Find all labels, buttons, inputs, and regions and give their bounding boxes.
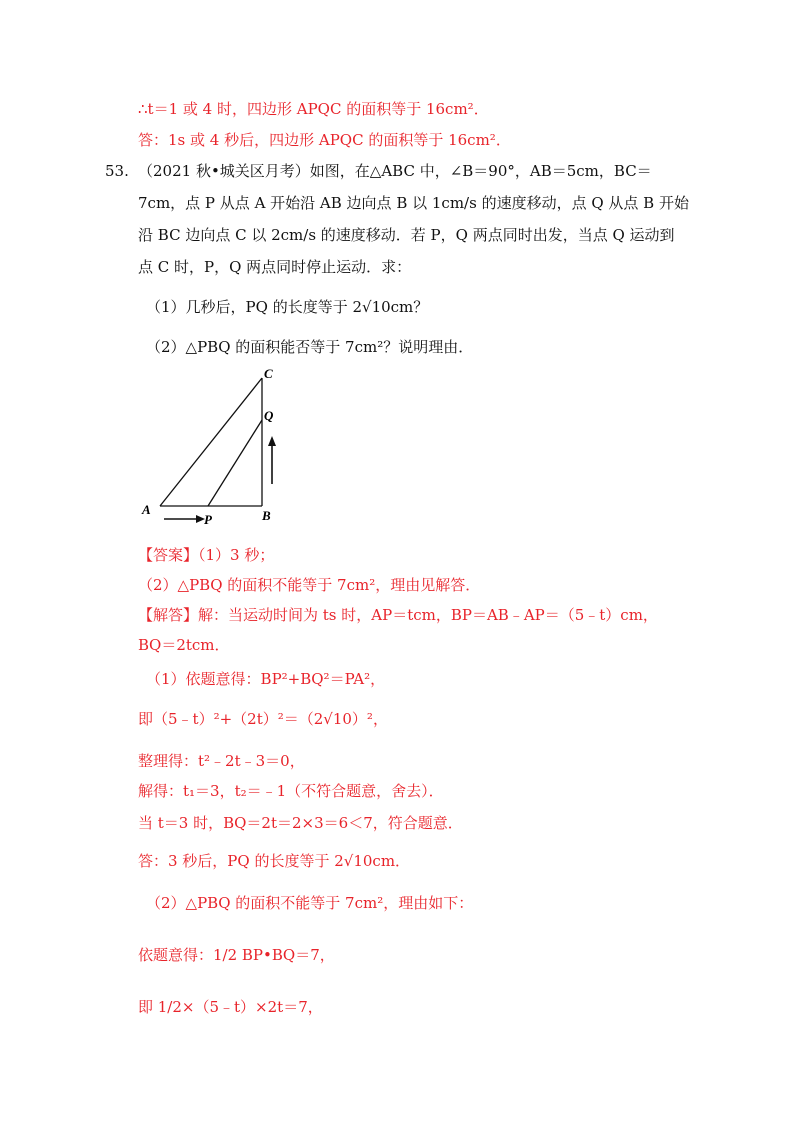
label-C: C [264, 366, 273, 381]
problem-text-line-3: 沿 BC 边向点 C 以 2cm/s 的速度移动．若 P，Q 两点同时出发，当点 Q 运动到 [138, 226, 675, 244]
solution-line-5: 整理得：t²﹣2t﹣3＝0， [138, 752, 305, 770]
arrow-right-icon [164, 515, 205, 523]
arrow-up-icon [268, 436, 276, 484]
solution-line-6: 解得：t₁＝3，t₂＝﹣1（不符合题意，舍去）． [138, 782, 444, 800]
label-B: B [262, 508, 271, 523]
problem-text-line-2: 7cm，点 P 从点 A 开始沿 AB 边向点 B 以 1cm/s 的速度移动，点 Q 从点 B 开始 [138, 194, 689, 212]
solution-line-1: 【解答】解：当运动时间为 ts 时，AP＝tcm，BP＝AB﹣AP＝（5﹣t）cm， [138, 606, 658, 624]
label-P: P [204, 512, 212, 527]
prev-conclusion-line: ∴t＝1 或 4 时，四边形 APQC 的面积等于 16cm²． [138, 100, 489, 118]
segment-AC [160, 378, 262, 506]
solution-line-10: 依题意得：1/2 BP•BQ＝7， [138, 946, 335, 964]
problem-text-line-4: 点 C 时，P，Q 两点同时停止运动．求： [138, 258, 412, 276]
problem-number: 53. [105, 162, 129, 180]
answer-line-2: （2）△PBQ 的面积不能等于 7cm²，理由见解答． [138, 576, 481, 594]
triangle-figure [138, 362, 298, 530]
solution-line-9: （2）△PBQ 的面积不能等于 7cm²，理由如下： [146, 894, 474, 912]
solution-line-3: （1）依题意得：BP²+BQ²＝PA²， [146, 670, 386, 688]
solution-line-4: 即（5﹣t）²+（2t）²＝（2√10）²， [138, 710, 388, 728]
label-A: A [142, 502, 151, 517]
label-Q: Q [264, 408, 274, 423]
segment-PQ [208, 420, 262, 506]
solution-line-8: 答：3 秒后，PQ 的长度等于 2√10cm． [138, 852, 411, 870]
solution-line-11: 即 1/2×（5﹣t）×2t＝7， [138, 998, 323, 1016]
answer-line-1: 【答案】（1）3 秒； [138, 546, 275, 564]
question-1: （1）几秒后，PQ 的长度等于 2√10cm？ [146, 298, 429, 316]
prev-answer-line: 答：1s 或 4 秒后，四边形 APQC 的面积等于 16cm²． [138, 131, 511, 149]
solution-line-7: 当 t＝3 时，BQ＝2t＝2×3＝6＜7，符合题意． [138, 814, 463, 832]
problem-text-line-1: （2021 秋•城关区月考）如图，在△ABC 中，∠B＝90°，AB＝5cm，BC＝ [138, 162, 652, 180]
solution-line-2: BQ＝2tcm． [138, 636, 230, 654]
question-2: （2）△PBQ 的面积能否等于 7cm²？说明理由． [146, 338, 474, 356]
